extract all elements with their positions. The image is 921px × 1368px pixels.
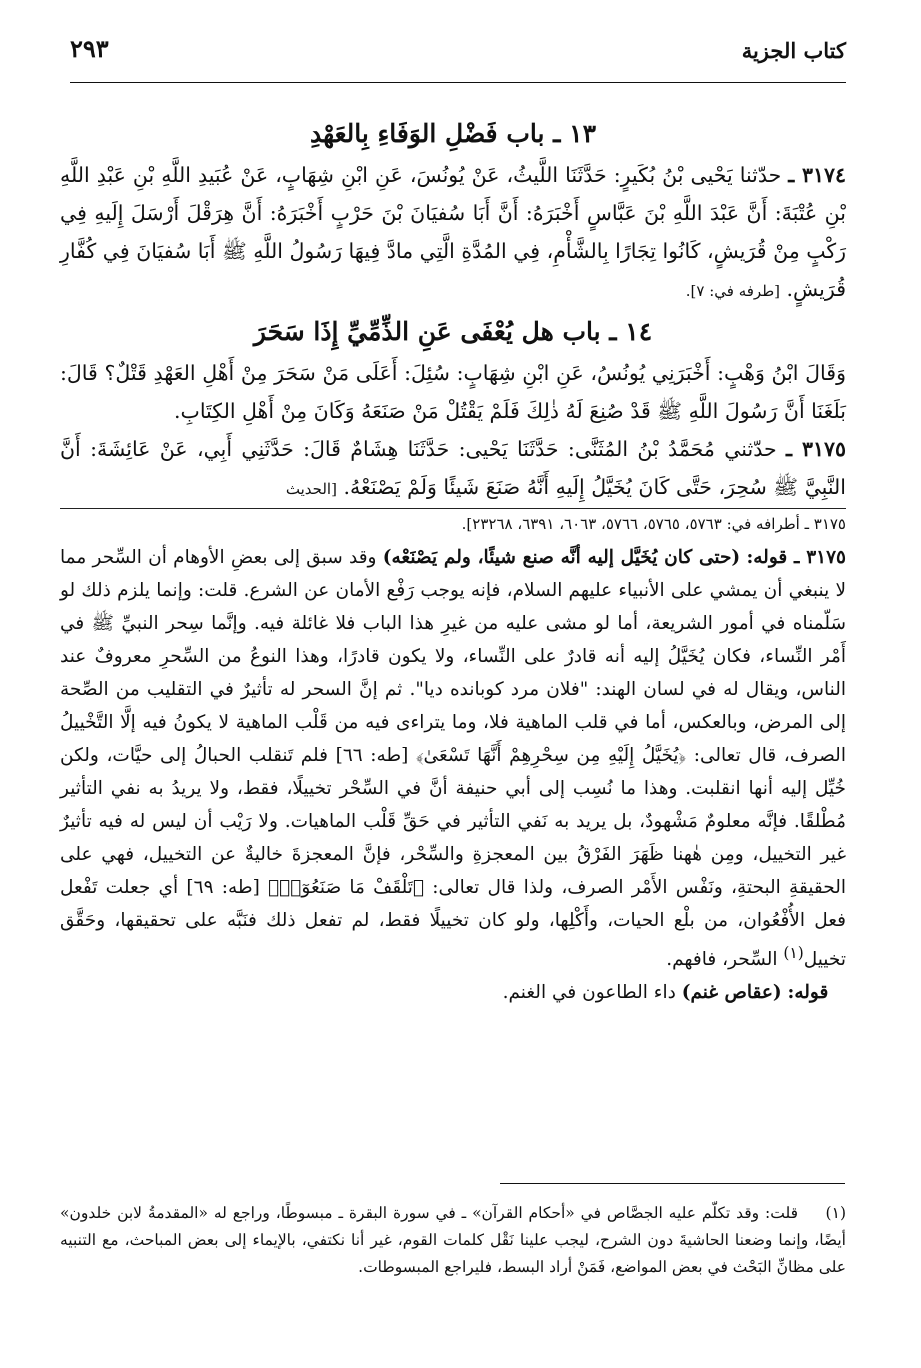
footnote-number: (١)	[825, 1204, 846, 1222]
commentary-text: أي جعلت تَفْعل فعل الأُفْعُوان، من بلْع الحيات، وأَكْلِها، ولو كان تخييلًا فقط، لم تفعل ذلك فنَبَّه على تحقيقها، وحَقَّق تخييل	[60, 877, 846, 971]
hadith-number: ٣١٧٥ ـ	[785, 437, 846, 461]
hadith-number: ٣١٧٤ ـ	[788, 163, 846, 187]
commentary-text: السِّحر، فافهم.	[666, 949, 778, 971]
commentary-aqas	[60, 976, 846, 1009]
commentary-text: فلم تَنقلب الحبالُ إلى حيَّات، ولكن خُيِّل إليه أنها انقلبت. وهذا ما نُسِب إلى أبي حنيفة أنَّ في السِّحْر تخييلًا، فقط، ولا يريدُ به نفي التأثير مُطْلقًا. فإنَّه معلومٌ مَشْهودٌ، بل يريد به نَفي التأثير في حَقِّ قَلْب الماهيات. ولا رَيْب أن ليس له فيه تأثيرٌ غير التخييل، ومِن هٰهنا ظَهَرَ الفَرْقُ بين المعجزةِ والسِّحْر، فإنَّ المعجزةَ خاليةٌ عن التخييل، فهي على الحقيقةِ البحتةِ، ونَفْس الأَمْر الصرف، ولذا قال تعالى:	[60, 745, 846, 898]
hadith-text: حدّثني مُحَمَّدُ بْنُ المُثَنَّى: حَدَّثَنَا يَحْيى: حَدَّثَنَا هِشَامٌ قَالَ: حَدَّثَنِي أَبِي، عَنْ عَائِشَةَ: أَنَّ النَّبِيَّ ﷺ سُحِرَ، حَتَّى كَانَ يُخَيَّلُ إِلَيهِ أَنَّهُ صَنَعَ شَيئًا وَلَمْ يَصْنَعْهُ.	[60, 437, 846, 499]
quran-verse: ﴿تَلْقَفْ مَا صَنَعُوٓا۟﴾	[268, 877, 425, 898]
hadith-3175	[60, 430, 846, 508]
commentary-quote: (حتى كان يُخَيَّل إليه أنَّه صنع شيئًا، ولم يَصْنَعْه)	[382, 547, 741, 568]
commentary-label: ٣١٧٥ ـ قوله:	[746, 547, 846, 568]
page-header	[70, 32, 846, 83]
mualaq-text: وَقَالَ ابْنُ وَهْبٍ: أَخْبَرَنِي يُونُسُ، عَنِ ابْنِ شِهَابٍ: سُئِلَ: أَعَلَى مَنْ سَحَرَ مِنْ أَهْلِ العَهْدِ قَتْلٌ؟ قَالَ: بَلَغَنَا أَنَّ رَسُولَ اللَّهِ ﷺ قَدْ صُنِعَ لَهُ ذٰلِكَ فَلَمْ يَقْتُلْ مَنْ صَنَعَهُ وَكَانَ مِنْ أَهْلِ الكِتَابِ.	[60, 361, 846, 423]
footnote-text: قلت: وقد تكلّم عليه الجصَّاص في «أحكام القرآن» ـ في سورة البقرة ـ مبسوطًا، وراجع له «المقدمةُ لابن خلدون» أيضًا، وإنما وضعنا الحاشيةَ دون الشرح، ليجب علينا نَقْل كلمات القوم، غير أنا نكتفي، بالإيماء إلى بعض المباحث، مع التنبيه على مظانِّ البَحْث في بعض المواضع، فَمَنْ أراد البسط، فليراجع المبسوطات.	[60, 1204, 846, 1276]
hadith-reference: [الحديث	[285, 480, 337, 498]
footnote-divider	[500, 1183, 845, 1184]
main-text	[60, 112, 846, 1009]
commentary-label: قوله:	[787, 982, 829, 1004]
hadith-reference: [طرفه في: ٧].	[685, 282, 780, 300]
footnote	[60, 1200, 846, 1281]
mualaq-report	[60, 354, 846, 430]
page-number: ٢٩٣	[70, 34, 109, 63]
hadith-text: حدّثنا يَحْيى بْنُ بُكَيرٍ: حَدَّثَنَا اللَّيثُ، عَنْ يُونُسَ، عَنِ ابْنِ شِهَابٍ، عَنْ عُبَيدِ اللَّهِ بْنِ عَبْدِ اللَّهِ بْنِ عُتْبَةَ: أَنَّ عَبْدَ اللَّهِ بْنَ عَبَّاسٍ أَخْبَرَهُ: أَنَّ أَبَا سُفيَانَ بْنَ حَرْبٍ أَخْبَرَهُ: أَنَّ هِرَقْلَ أَرْسَلَ إِلَيهِ فِي رَكْبٍ مِنْ قُرَيشٍ، كَانُوا تِجَارًا بِالشَّأْمِ، فِي المُدَّةِ الَّتِي مادَّ فِيهَا رَسُولُ اللَّهِ ﷺ أَبَا سُفيَانَ فِي كُفَّارِ قُرَيشٍ.	[60, 163, 846, 301]
atraf-line: ٣١٧٥ ـ أطرافه في: ٥٧٦٣، ٥٧٦٥، ٥٧٦٦، ٦٠٦٣، ٦٣٩١، ٢٣٢٦٨].	[60, 508, 846, 539]
quran-verse: ﴿يُخَيَّلُ إِلَيْهِ مِن سِحْرِهِمْ أَنَّهَا تَسْعَىٰ﴾	[415, 745, 687, 766]
chapter-13-title: ١٣ ـ باب فَضْلِ الوَفَاءِ بِالعَهْدِ	[309, 119, 597, 148]
footnote-marker[interactable]: (١)	[783, 944, 804, 962]
hadith-3174	[60, 156, 846, 310]
quran-reference: [طه: ٦٩]	[186, 877, 260, 898]
chapter-14-title: ١٤ ـ باب هل يُعْفَى عَنِ الذِّمِّيِّ إِذَا سَحَرَ	[253, 317, 653, 346]
quran-reference: [طه: ٦٦]	[335, 745, 409, 766]
commentary-text: داء الطاعون في الغنم.	[502, 982, 676, 1004]
commentary-quote: (عقاص غنم)	[681, 982, 782, 1004]
book-title: كتاب الجزية	[741, 38, 846, 63]
commentary-text: وقد سبق إلى بعضِ الأوهام أن السِّحر مما لا ينبغي أن يمشي على الأنبياء عليهم السلام، فإنه يوجب رَفْع الأمان عن الشرع. قلت: وإنما يلزم ذلك لو سَلّمناه في أمور الشريعة، أما لو مشى عليه من غيرِ هذا الباب فلا غائلة فيه. وإنَّما سِحر النبيِّ ﷺ في أَمْر النِّساء، فكان يُخَيَّلُ إليه أنه قادرٌ على النِّساء، ولا يكون قادرًا، وهذا النوعُ من السِّحرِ معروفٌ عند الناس، ويقال له في لسان الهند: "فلان مرد كوبانده ديا". ثم إنَّ السحر له تأثيرٌ في التقليب من الصِّحة إلى المرض، وبالعكس، أما في قلب الماهية فلا، وما يتراءى فيه من قَلْب الماهية لا يكونُ فيه إلَّا التَّخْييلُ الصرف، قال تعالى:	[60, 547, 846, 766]
commentary-3175	[60, 541, 846, 976]
